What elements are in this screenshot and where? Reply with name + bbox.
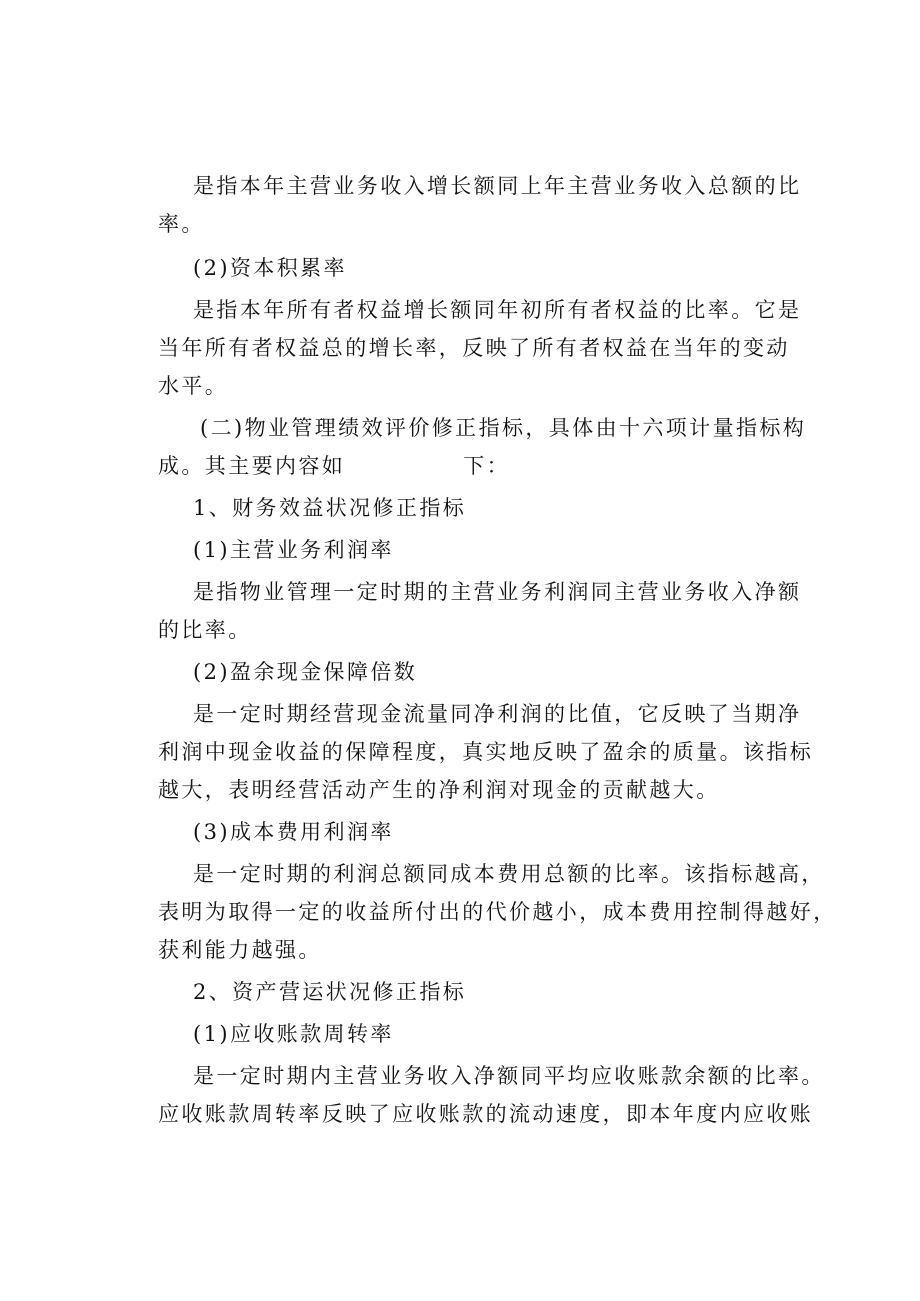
text-line: 是指物业管理一定时期的主营业务利润同主营业务收入净额: [193, 580, 802, 604]
text-line: 是指本年所有者权益增长额同年初所有者权益的比率。它是: [193, 298, 802, 322]
text-line: 是一定时期经营现金流量同净利润的比值，它反映了当期净: [193, 702, 802, 726]
text-line: 表明为取得一定的收益所付出的代价越小，成本费用控制得越好，: [158, 900, 837, 924]
text-line: 是指本年主营业务收入增长额同上年主营业务收入总额的比: [193, 174, 802, 198]
section-heading: 2、资产营运状况修正指标: [193, 980, 467, 1004]
text-fragment: 成。其主要内容如: [158, 454, 346, 478]
text-line: 获利能力越强。: [158, 938, 322, 962]
section-heading: (1)主营业务利润率: [193, 538, 394, 562]
text-line: 是一定时期的利润总额同成本费用总额的比率。该指标越高，: [193, 862, 825, 886]
text-line: 当年所有者权益总的增长率，反映了所有者权益在当年的变动: [158, 336, 790, 360]
section-heading: (二)物业管理绩效评价修正指标，具体由十六项计量指标构: [200, 416, 807, 440]
text-line: 越大，表明经营活动产生的净利润对现金的贡献越大。: [158, 778, 720, 802]
text-line: 水平。: [158, 374, 229, 398]
section-heading: (2)资本积累率: [193, 256, 347, 280]
text-fragment: 下：: [463, 454, 511, 478]
text-line: [158, 452, 510, 480]
text-line: 的比率。: [158, 618, 252, 642]
section-heading: (1)应收账款周转率: [193, 1022, 394, 1046]
section-heading: 1、财务效益状况修正指标: [193, 496, 467, 520]
text-line: 是一定时期内主营业务收入净额同平均应收账款余额的比率。: [193, 1064, 825, 1088]
section-heading: (3)成本费用利润率: [193, 820, 394, 844]
text-line: 利润中现金收益的保障程度，真实地反映了盈余的质量。该指标: [158, 740, 814, 764]
text-line: 率。: [158, 212, 205, 236]
text-line: 应收账款周转率反映了应收账款的流动速度，即本年度内应收账: [158, 1102, 814, 1126]
section-heading: (2)盈余现金保障倍数: [193, 660, 418, 684]
